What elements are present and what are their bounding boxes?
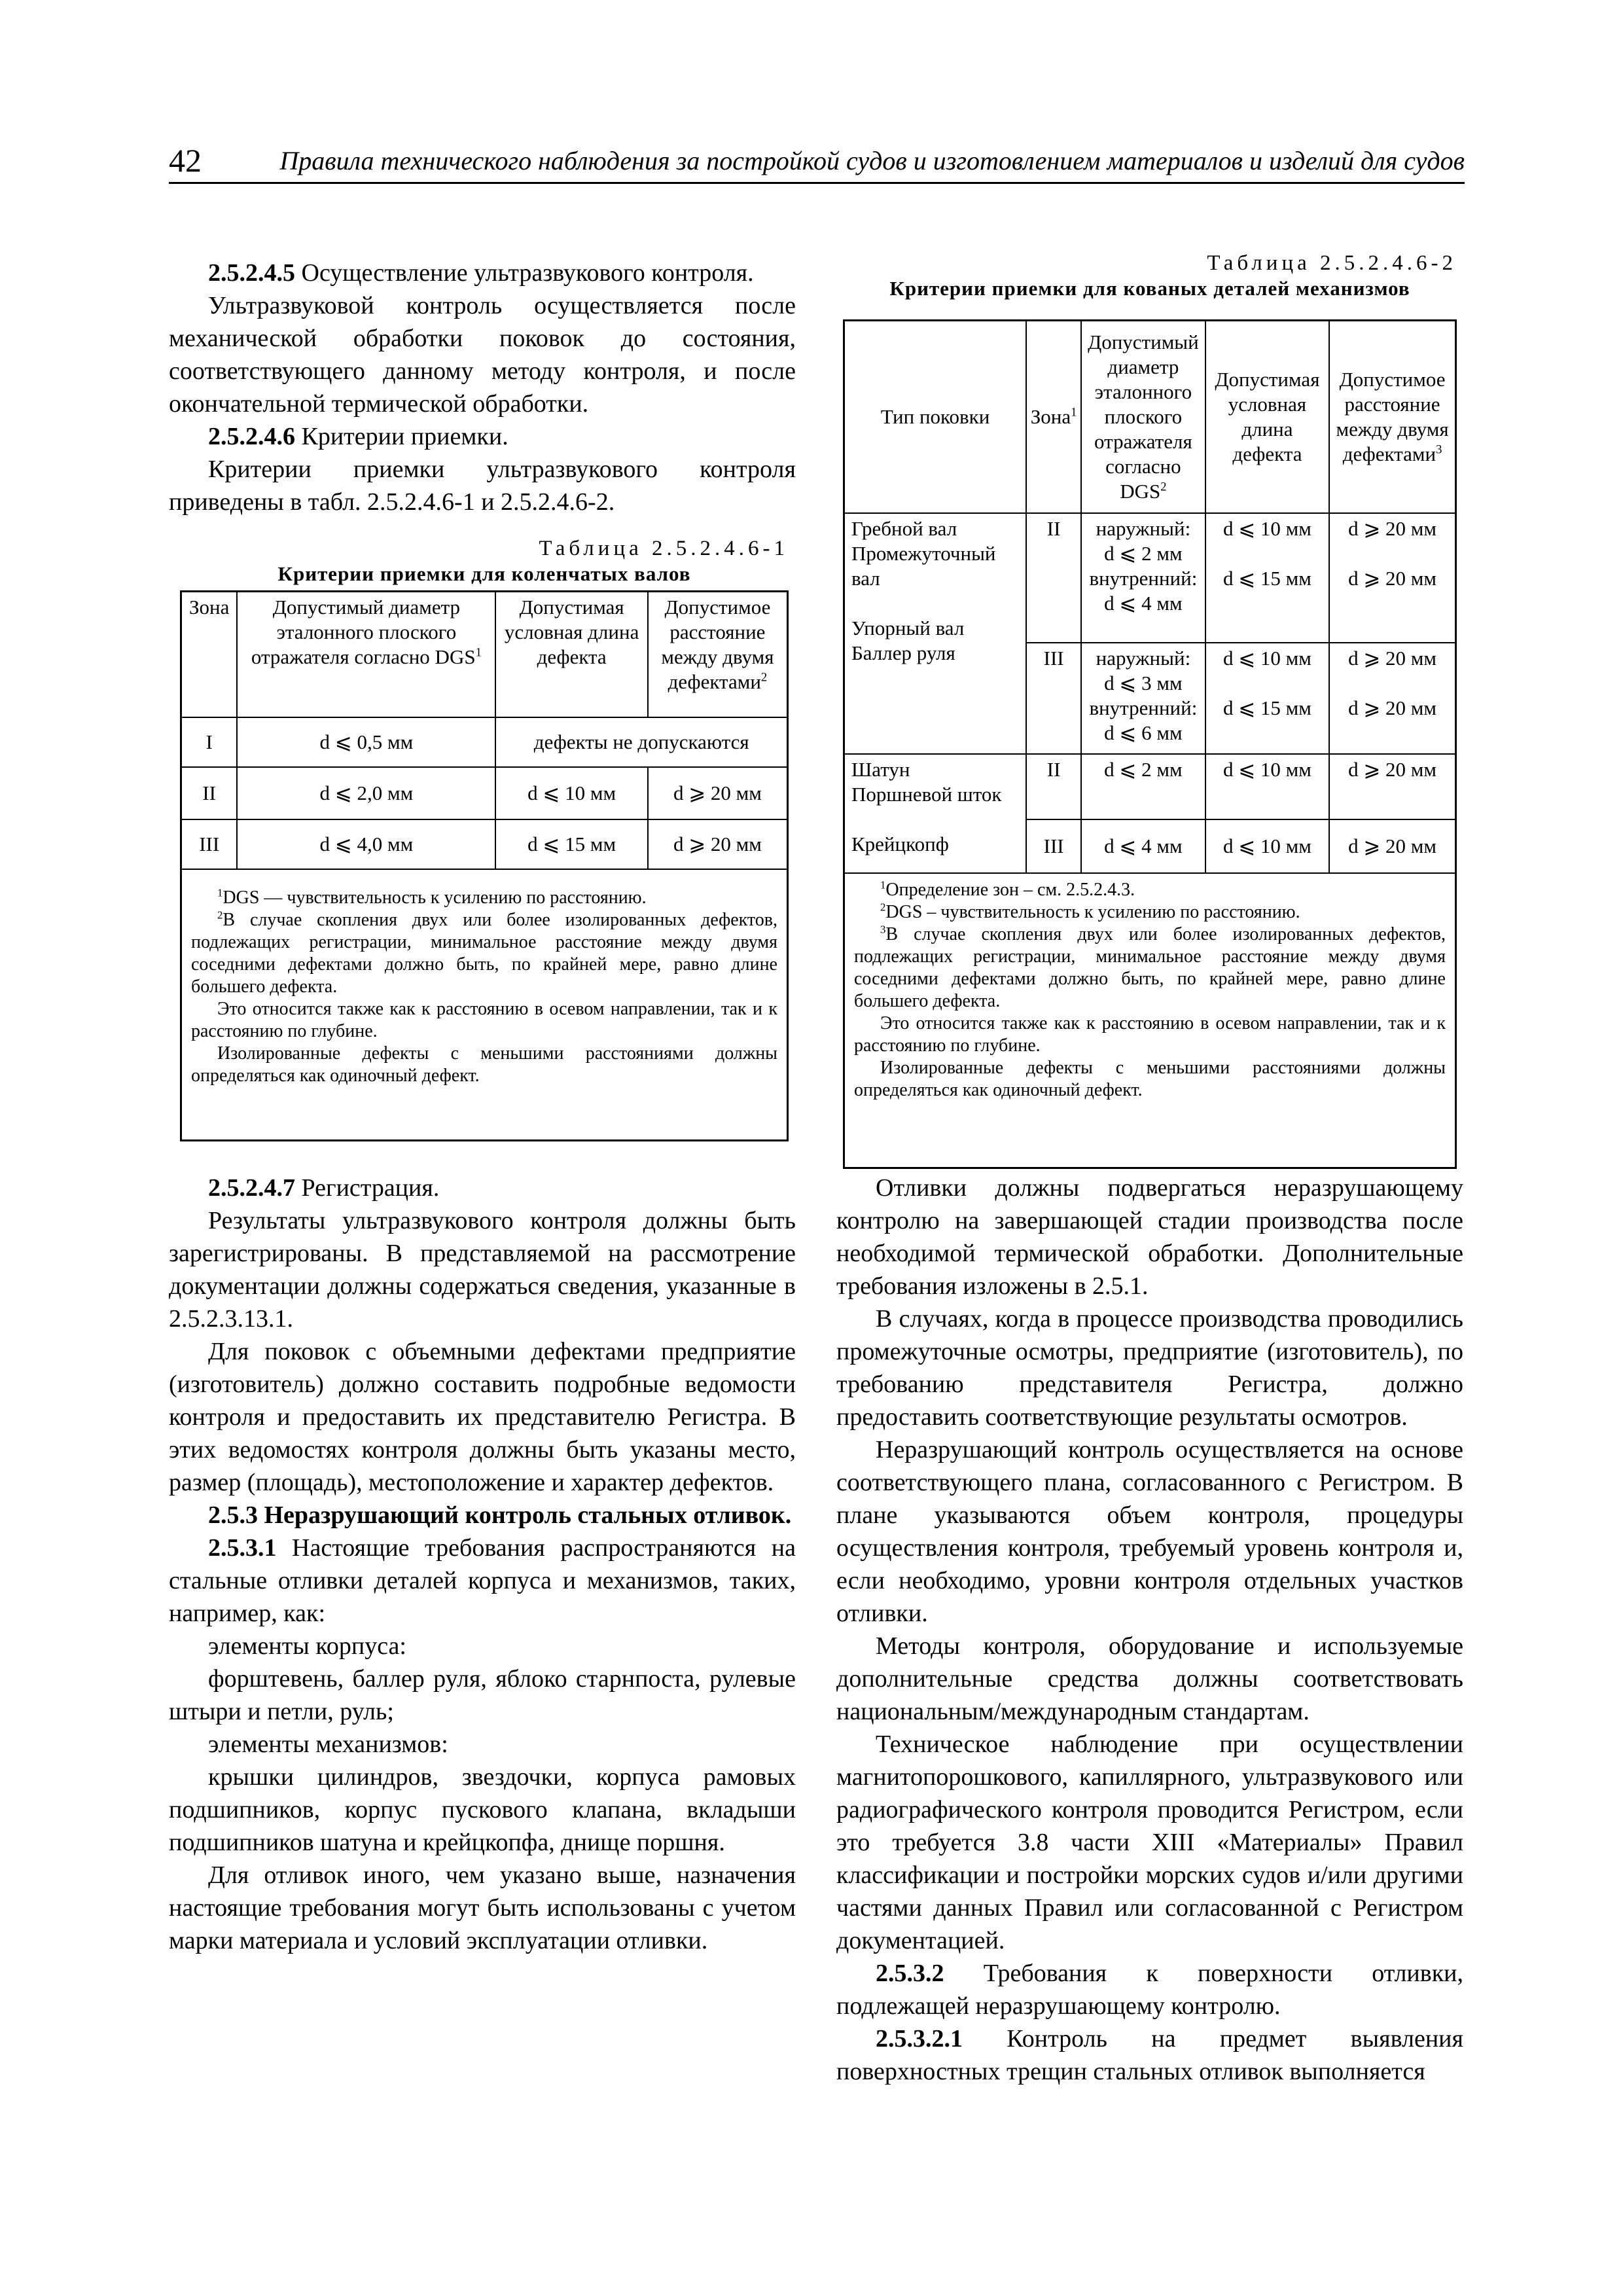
paragraph: В случаях, когда в процессе производства проводились промежуточные осмотры, предприятие (изготовитель), по требованию представителя Регистра, должно предоставить соответствующие результаты осмотров.	[836, 1305, 1463, 1431]
page-header	[169, 139, 1465, 184]
header-length: Допустимая условная длина дефекта	[495, 592, 647, 717]
cell-diameter: d ⩽ 2 мм	[1081, 754, 1205, 819]
hull-label: элементы корпуса:	[208, 1632, 406, 1660]
table-1-name: Критерии приемки для коленчатых валов	[277, 562, 691, 585]
paragraph: Неразрушающий контроль осуществляется на основе соответствующего плана, согласованного с Регистром. В плане указываются объем контроля, процедуры осуществления контроля, требуемый уровень контроля и, если необходимо, уровни контроля отдельных участков отливки.	[836, 1436, 1463, 1627]
table-2-name: Критерии приемки для кованых деталей механизмов	[889, 277, 1410, 300]
hull-items: форштевень, баллер руля, яблоко старнпоста, рулевые штыри и петли, руль;	[169, 1665, 796, 1725]
section-2-5-2-4-7-heading: 2.5.2.4.7 Регистрация.	[208, 1174, 440, 1202]
note-1: $^1$Определение зон – см. 2.5.2.4.3.	[880, 878, 1135, 900]
section-2-5-3-2-1: 2.5.3.2.1 Контроль на предмет выявления поверхностных трещин стальных отливок выполняется	[836, 2025, 1463, 2085]
table-row	[181, 717, 788, 767]
header-zone: Зона	[181, 592, 238, 717]
cell-zone: II	[181, 767, 238, 819]
section-2-5-3-1: 2.5.3.1 Настоящие требования распространяются на стальные отливки деталей корпуса и механизмов, таких, например, как:	[169, 1534, 796, 1627]
cell-distance: d ⩾ 20 мм	[1329, 819, 1455, 873]
header-distance: Допустимое расстояние между двумя дефектами$^3$	[1329, 321, 1455, 513]
table-1	[180, 590, 789, 1141]
header-length: Допустимая условная длина дефекта	[1205, 321, 1329, 513]
cell-diameter: d ⩽ 4 мм	[1081, 819, 1205, 873]
table-notes-row	[844, 873, 1456, 1168]
header-type: Тип поковки	[844, 321, 1027, 513]
cell-distance: d ⩾ 20 мм	[648, 819, 788, 869]
cell-distance: d ⩾ 20 мм d ⩾ 20 мм	[1329, 643, 1455, 754]
left-column-top	[169, 257, 796, 518]
table-notes-row	[181, 869, 788, 1141]
table-2-notes	[844, 873, 1456, 1168]
header-diameter: Допустимый диаметр эталонного плоского отражателя согласно DGS$^2$	[1081, 321, 1205, 513]
cell-merged: дефекты не допускаются	[495, 717, 787, 767]
table-row	[844, 754, 1456, 819]
page-number: 42	[169, 142, 202, 179]
table-2-caption: Таблица 2.5.2.4.6-2	[1207, 251, 1457, 275]
note-3: $^3$В случае скопления двух или более изолированных дефектов, подлежащих регистрации, минимальное расстояние между двумя соседними дефектами должно быть, по крайней мере, равно длине большего дефекта.	[854, 923, 1446, 1011]
section-2-5-2-4-6-text: Критерии приемки ультразвукового контроля приведены в табл. 2.5.2.4.6-1 и 2.5.2.4.6-2.	[169, 456, 796, 516]
note-4: Это относится также как к расстоянию в осевом направлении, так и к расстоянию по глубине.	[854, 1013, 1446, 1056]
cell-zone: III	[181, 819, 238, 869]
cell-type: Шатун Поршневой шток Крейцкопф	[844, 754, 1027, 873]
cell-distance: d ⩾ 20 мм	[648, 767, 788, 819]
note-2: $^2$В случае скопления двух или более изолированных дефектов, подлежащих регистрации, минимальное расстояние между двумя соседними дефектами должно быть, по крайней мере, равно длине большего дефекта.	[191, 908, 777, 997]
section-2-5-3-heading: 2.5.3 Неразрушающий контроль стальных отливок.	[208, 1501, 792, 1529]
cell-length: d ⩽ 10 мм	[495, 767, 647, 819]
paragraph: Методы контроля, оборудование и используемые дополнительные средства должны соответствовать национальным/международным стандартам.	[836, 1632, 1463, 1725]
right-column-bottom	[836, 1172, 1463, 2088]
cell-diameter: d ⩽ 0,5 мм	[237, 717, 495, 767]
header-zone: Зона$^1$	[1026, 321, 1081, 513]
table-row	[181, 819, 788, 869]
cell-zone: II	[1026, 513, 1081, 643]
cell-diameter: d ⩽ 2,0 мм	[237, 767, 495, 819]
table-header-row	[181, 592, 788, 717]
note-3: Это относится также как к расстоянию в осевом направлении, так и к расстоянию по глубине.	[191, 998, 777, 1041]
header-distance: Допустимое расстояние между двумя дефектами$^2$	[648, 592, 788, 717]
cell-diameter: наружный: d ⩽ 3 мм внутренний: d ⩽ 6 мм	[1081, 643, 1205, 754]
mech-label: элементы механизмов:	[208, 1731, 448, 1758]
cell-length: d ⩽ 10 мм d ⩽ 15 мм	[1205, 643, 1329, 754]
cell-zone: III	[1026, 819, 1081, 873]
header-diameter: Допустимый диаметр эталонного плоского отражателя согласно DGS$^1$	[237, 592, 495, 717]
cell-zone: II	[1026, 754, 1081, 819]
table-row	[844, 513, 1456, 643]
paragraph: Результаты ультразвукового контроля должны быть зарегистрированы. В представляемой на рассмотрение документации должны содержаться сведения, указанные в 2.5.2.3.13.1.	[169, 1207, 796, 1333]
cell-length: d ⩽ 15 мм	[495, 819, 647, 869]
cell-zone: III	[1026, 643, 1081, 754]
table-2-block	[843, 250, 1457, 1169]
note-4: Изолированные дефекты с меньшими расстояниями должны определяться как одиночный дефект.	[191, 1043, 777, 1086]
cell-diameter: d ⩽ 4,0 мм	[237, 819, 495, 869]
left-column-bottom	[169, 1172, 796, 1957]
section-2-5-3-2: 2.5.3.2 Требования к поверхности отливки, подлежащей неразрушающему контролю.	[836, 1960, 1463, 2020]
running-title: Правила технического наблюдения за постройкой судов и изготовлением материалов и изделий для судов	[279, 146, 1465, 175]
paragraph: Для отливок иного, чем указано выше, назначения настоящие требования могут быть использованы с учетом марки материала и условий эксплуатации отливки.	[169, 1861, 796, 1954]
table-1-caption: Таблица 2.5.2.4.6-1	[539, 537, 789, 560]
table-1-notes	[181, 869, 788, 1141]
section-2-5-2-4-6-heading: 2.5.2.4.6 Критерии приемки.	[208, 423, 508, 450]
table-row	[181, 767, 788, 819]
paragraph: Техническое наблюдение при осуществлении магнитопорошкового, капиллярного, ультразвукового или радиографического контроля проводится Регистром, если это требуется 3.8 части XIII «Материалы» Правил классификации и постройки морских судов и/или другими частями данных Правил или согласованной с Регистром документацией.	[836, 1731, 1463, 1954]
note-5: Изолированные дефекты с меньшими расстояниями должны определяться как одиночный дефект.	[854, 1057, 1446, 1100]
cell-distance: d ⩾ 20 мм	[1329, 754, 1455, 819]
paragraph: Отливки должны подвергаться неразрушающему контролю на завершающей стадии производства после необходимой термической обработки. Дополнительные требования изложены в 2.5.1.	[836, 1174, 1463, 1300]
cell-length: d ⩽ 10 мм d ⩽ 15 мм	[1205, 513, 1329, 643]
note-2: $^2$DGS – чувствительность к усилению по расстоянию.	[880, 901, 1300, 922]
cell-zone: I	[181, 717, 238, 767]
cell-length: d ⩽ 10 мм	[1205, 754, 1329, 819]
cell-distance: d ⩾ 20 мм d ⩾ 20 мм	[1329, 513, 1455, 643]
mech-items: крышки цилиндров, звездочки, корпуса рамовых подшипников, корпус пускового клапана, вкладыши подшипников шатуна и крейцкопфа, днище поршня.	[169, 1763, 796, 1856]
table-2	[843, 319, 1457, 1169]
table-1-block	[180, 535, 789, 1141]
cell-type: Гребной вал Промежуточный вал Упорный вал Баллер руля	[844, 513, 1027, 754]
cell-length: d ⩽ 10 мм	[1205, 819, 1329, 873]
section-2-5-2-4-5-heading: 2.5.2.4.5 Осуществление ультразвукового контроля.	[208, 259, 754, 287]
cell-diameter: наружный: d ⩽ 2 мм внутренний: d ⩽ 4 мм	[1081, 513, 1205, 643]
section-2-5-2-4-5-text: Ультразвуковой контроль осуществляется после механической обработки поковок до состояния, соответствующего данному методу контроля, и после окончательной термической обработки.	[169, 292, 796, 418]
note-1: $^1$DGS — чувствительность к усилению по расстоянию.	[217, 886, 647, 908]
paragraph: Для поковок с объемными дефектами предприятие (изготовитель) должно составить подробные ведомости контроля и предоставить их представителю Регистра. В этих ведомостях контроля должны быть указаны место, размер (площадь), местоположение и характер дефектов.	[169, 1338, 796, 1496]
table-header-row	[844, 321, 1456, 513]
